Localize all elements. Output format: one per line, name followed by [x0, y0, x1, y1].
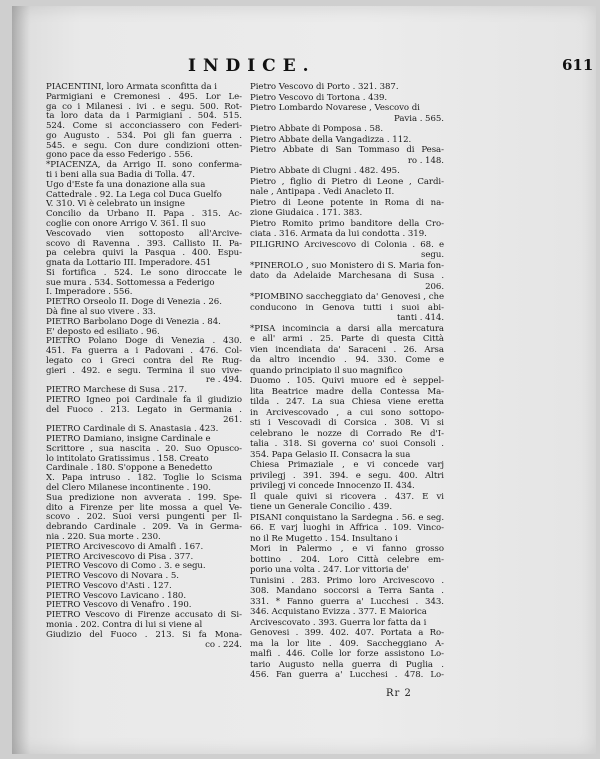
index-line: Cardinale . 180. S'oppone a Benedetto	[46, 463, 213, 474]
index-line: coglie con onore Arrigo V. 361. Il suo	[46, 218, 206, 229]
index-line: E' deposto ed esiliato . 96.	[46, 326, 160, 337]
index-line: *PIACENZA, da Arrigo II. sono conferma-	[46, 160, 242, 171]
index-line: *PISA incomincia a darsi alla mercatura	[250, 323, 444, 334]
index-line: Duomo . 105. Quivi muore ed è seppel-	[250, 376, 444, 386]
index-column-right	[250, 82, 444, 680]
index-line: PIETRO Barbolano Doge di Venezia . 84.	[46, 316, 221, 327]
index-line: pa celebra quivi la Pasqua . 400. Espu-	[46, 248, 242, 259]
index-line: *PINEROLO , suo Monistero di S. Maria fon-	[250, 260, 444, 271]
index-title: INDICE.	[188, 56, 316, 76]
index-line: legato co i Greci contra del Re Rug-	[46, 355, 242, 366]
index-line: Giudizio del Fuoco . 213. Si fa Mona-	[46, 629, 242, 640]
index-line: talia . 318. Si governa co' suoi Consoli .	[250, 439, 444, 449]
index-line: dito a Firenze per lite mossa a quel Ve-	[46, 502, 242, 513]
index-line: 66. E varj luoghi in Affrica . 109. Vinco-	[250, 523, 444, 533]
index-line: PIETRO Damiano, insigne Cardinale e	[46, 434, 211, 444]
index-line: Vescovado vien sottoposto all'Arcive-	[46, 228, 242, 239]
index-line: Chiesa Primaziale , e vi concede varj	[250, 460, 444, 470]
index-line: tilda . 247. La sua Chiesa viene eretta	[250, 397, 444, 407]
index-line: 206.	[425, 281, 444, 292]
index-line: Genovesi . 399. 402. 407. Portata a Ro-	[250, 628, 444, 638]
page-number: 611	[562, 56, 594, 74]
index-line: gieri . 492. e segu. Termina il suo vive-	[46, 365, 242, 376]
index-line: nia . 220. Sua morte . 230.	[46, 531, 161, 542]
index-line: scovo di Ravenna . 393. Callisto II. Pa-	[46, 238, 242, 249]
index-line: ciata . 316. Armata da lui condotta . 319.	[250, 229, 427, 239]
index-line: PIETRO Vescovo d'Asti . 127.	[46, 580, 172, 591]
index-line: tario Augusto nella guerra di Puglia .	[250, 659, 444, 670]
index-line: Scrittore , sua nascita . 20. Suo Opusco-	[46, 443, 242, 454]
index-line: PIETRO Vescovo Lavicano . 180.	[46, 590, 186, 601]
index-line: ma la lor lite . 409. Saccheggiano A-	[250, 638, 444, 649]
index-line: e all' armi . 25. Parte di questa Città	[250, 334, 444, 344]
index-line: Mori in Palermo , e vi fanno grosso	[250, 544, 444, 554]
index-line: Si fortifica . 524. Le sono diroccate le	[46, 267, 242, 278]
index-line: Il quale quivi si ricovera . 437. E vi	[250, 491, 444, 502]
index-line: in Arcivescovado , a cui sono sottopo-	[250, 407, 444, 418]
index-line: da altro incendio . 94. 330. Come e	[250, 355, 444, 365]
page-header	[30, 56, 600, 78]
index-line: 451. Fa guerra a i Padovani . 476. Col-	[46, 346, 242, 356]
index-line: PIACENTINI, loro Armata sconfitta da i	[46, 82, 217, 92]
index-line: gnata da Lottario III. Imperadore. 451	[46, 258, 212, 268]
index-line: 545. e segu. Con dure condizioni otten-	[46, 140, 242, 151]
index-line: segu.	[420, 250, 444, 260]
index-line: PIETRO Vescovo di Como . 3. e segu.	[46, 561, 206, 572]
index-line: no il Re Mugetto . 154. Insultano i	[250, 533, 398, 544]
index-line: conducono in Genova tutti i suoi abi-	[250, 302, 444, 313]
signature-mark: Rr 2	[386, 688, 412, 699]
index-column-left	[46, 82, 242, 649]
index-line: Sua predizione non avverata . 199. Spe-	[46, 492, 242, 503]
index-line: PISANI conquistano la Sardegna . 56. e seg.	[250, 512, 444, 523]
index-line: Cattedrale . 92. La Lega col Duca Guelfo	[46, 189, 222, 200]
index-line: PIETRO Polano Doge di Venezia . 430.	[46, 336, 242, 347]
index-line: bottino . 204. Loro Città celebre em-	[250, 554, 444, 565]
index-line: Dà fine al suo vivere . 33.	[46, 306, 156, 317]
index-line: nale , Antipapa . Vedi Anacleto II.	[250, 187, 395, 197]
index-line: tiene un Generale Concilio . 439.	[250, 502, 393, 512]
index-line: V. 310. Vi è celebrato un insigne	[46, 199, 185, 210]
index-line: privilegj vi concede Innocenzo II. 434.	[250, 481, 415, 491]
index-line: quando principiato il suo magnifico	[250, 365, 403, 376]
index-line: Arcivescovato . 393. Guerra lor fatta da i	[250, 617, 427, 628]
index-line: celebrano le nozze di Corrado Re d'I-	[250, 428, 444, 439]
index-line: ti i beni alla sua Badia di Tolla. 47.	[46, 170, 195, 180]
index-line: ta loro data da i Parmigiani . 504. 515.	[46, 111, 242, 122]
index-line: Ugo d'Este fa una donazione alla sua	[46, 179, 206, 190]
index-line: Pietro Vescovo di Porto . 321. 387.	[250, 82, 399, 92]
index-line: porio una volta . 247. Lor vittoria de'	[250, 565, 409, 575]
index-line: Tunisini . 283. Primo loro Arcivescovo .	[250, 575, 444, 586]
index-line: PIETRO Orseolo II. Doge di Venezia . 26.	[46, 297, 222, 307]
index-line: go Augusto . 534. Poi gli fan guerra .	[46, 130, 242, 141]
index-line: lita Beatrice madre della Contessa Ma-	[250, 386, 444, 397]
index-line: Pietro Romito primo banditore della Cro-	[250, 218, 444, 229]
index-line: PIETRO Arcivescovo di Pisa . 377.	[46, 551, 194, 562]
index-line: PIETRO Vescovo di Firenze accusato di Si-	[46, 610, 242, 620]
index-line: Pietro Abbate di Pomposa . 58.	[250, 124, 383, 134]
index-line: Pietro Abbate di San Tommaso di Pesa-	[250, 145, 444, 155]
index-line: tanti . 414.	[396, 313, 444, 323]
index-line: co . 224.	[205, 639, 242, 650]
index-line: sue mura . 534. Sottomessa a Federigo	[46, 277, 215, 288]
index-line: 524. Come si acconciassero con Federi-	[46, 121, 242, 131]
index-line: 456. Fan guerra a' Lucchesi . 478. Lo-	[250, 670, 444, 680]
index-line: PIETRO Igneo poi Cardinale fa il giudizio	[46, 395, 242, 405]
index-line: ro . 148.	[407, 155, 444, 166]
index-line: 261.	[223, 414, 242, 425]
index-line: vien incendiata da' Saraceni . 26. Arsa	[250, 344, 444, 355]
index-line: 331. * Fanno guerra a' Lucchesi . 343.	[250, 596, 444, 607]
index-line: PILIGRINO Arcivescovo di Colonia . 68. e	[250, 239, 444, 250]
index-line: gono pace da esso Federigo . 556.	[46, 150, 193, 161]
index-line: PIETRO Arcivescovo di Amalfi . 167.	[46, 541, 204, 552]
index-line: PIETRO Vescovo di Venafro . 190.	[46, 600, 192, 611]
index-line: lo intitolato Gratissimus . 158. Creato	[46, 453, 209, 464]
index-line: 346. Acquistano Evizza . 377. E Maiorica	[250, 607, 427, 617]
index-line: *PIOMBINO saccheggiato da' Genovesi , che	[250, 292, 444, 302]
index-line: sti i Vescovadi di Corsica . 308. Vi si	[250, 418, 444, 428]
index-line: Pietro Lombardo Novarese , Vescovo di	[250, 103, 420, 113]
index-line: PIETRO Cardinale di S. Anastasia . 423.	[46, 424, 219, 435]
index-line: 354. Papa Gelasio II. Consacra la sua	[250, 449, 411, 460]
index-line: Pietro di Leone potente in Roma di na-	[250, 197, 444, 208]
index-line: Pavia . 565.	[394, 113, 444, 124]
index-line: del Clero Milanese incontinente . 190.	[46, 483, 211, 493]
index-line: dato da Adelaide Marchesana di Susa .	[250, 271, 444, 281]
index-line: 308. Mandano soccorsi a Terra Santa .	[250, 586, 444, 596]
index-line: Pietro Vescovo di Tortona . 439.	[250, 92, 388, 103]
index-line: Pietro Abbate della Vangadizza . 112.	[250, 134, 412, 145]
index-line: monia . 202. Contra di lui si viene al	[46, 619, 203, 630]
index-line: ga co i Milanesi . ivi . e segu. 500. Rot-	[46, 101, 242, 112]
right-column-lines	[250, 82, 444, 680]
index-line: zione Giudaica . 171. 383.	[250, 208, 363, 218]
index-line: I. Imperadore . 556.	[46, 287, 133, 298]
index-line: malfi . 446. Colle lor forze assistono Lo-	[250, 649, 444, 659]
index-line: Pietro Abbate di Clugni . 482. 495.	[250, 166, 400, 176]
index-line: privilegj . 391. 394. e segu. 400. Altri	[250, 470, 444, 481]
index-line: re . 494.	[205, 375, 242, 386]
index-line: scovo . 202. Suoi versi pungenti per Il-	[46, 512, 242, 523]
index-line: del Fuoco . 213. Legato in Germania .	[46, 404, 242, 415]
index-line: debrando Cardinale . 209. Va in Germa-	[46, 522, 242, 532]
index-line: Concilio da Urbano II. Papa . 315. Ac-	[46, 209, 242, 219]
left-column-lines	[46, 82, 242, 649]
spine-shadow	[12, 6, 30, 754]
index-line: X. Papa intruso . 182. Toglie lo Scisma	[46, 473, 242, 484]
index-line: Pietro , figlio di Pietro di Leone , Cardi-	[250, 176, 444, 187]
index-line: PIETRO Vescovo di Novara . 5.	[46, 571, 179, 581]
index-line: PIETRO Marchese di Susa . 217.	[46, 385, 187, 395]
index-line: Parmigiani e Cremonesi . 495. Lor Le-	[46, 91, 242, 102]
